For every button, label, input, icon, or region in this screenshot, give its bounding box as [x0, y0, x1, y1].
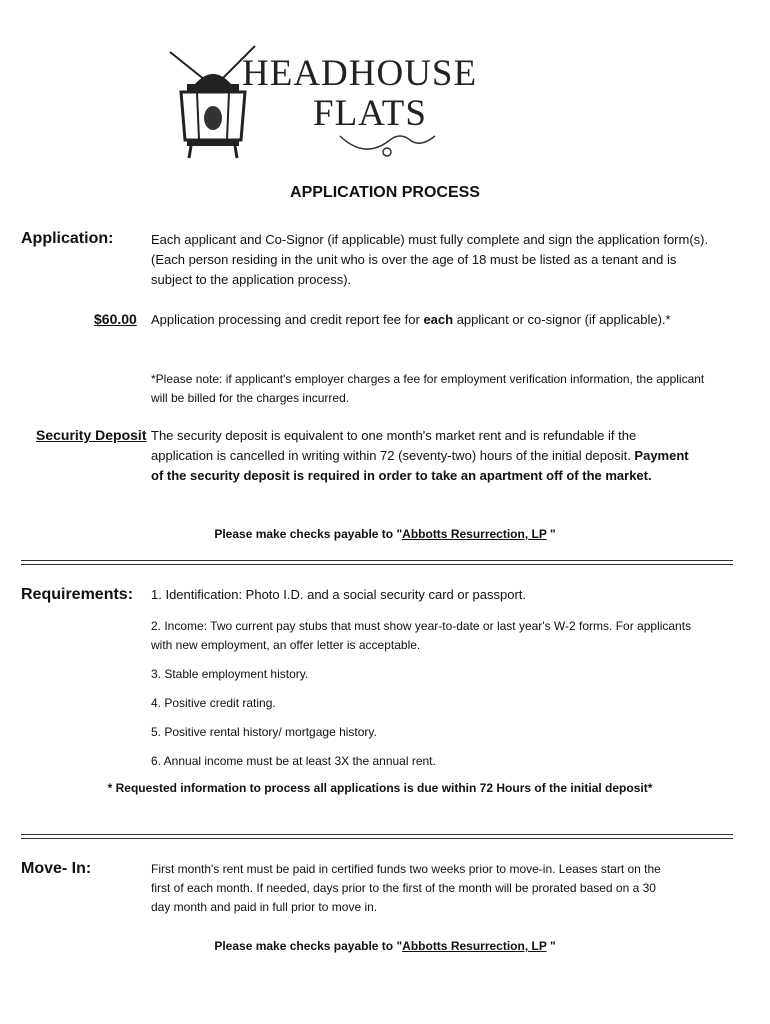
checks-payee: Abbotts Resurrection, LP — [402, 527, 547, 541]
move-in-label: Move- In: — [21, 860, 92, 877]
application-label: Application: — [21, 230, 114, 247]
fee-text-after: applicant or co-signor (if applicable).* — [453, 312, 671, 327]
security-deposit-text — [151, 426, 696, 486]
checks-payable-note — [0, 527, 770, 541]
checks-prefix: Please make checks payable to " — [214, 527, 403, 541]
requirement-item: 5. Positive rental history/ mortgage history. — [151, 725, 377, 739]
move-in-text: First month's rent must be paid in certified funds two weeks prior to move-in. Leases start on the first of each month. If needed, days prior to the first of the month will be prorated based on a 30 day month and paid in full prior to move in. — [151, 862, 661, 914]
requirement-item: 3. Stable employment history. — [151, 667, 309, 681]
checks-suffix: " — [546, 527, 556, 541]
fee-note: *Please note: if applicant's employer charges a fee for employment verification information, the applicant will be billed for the charges incurred. — [151, 372, 705, 405]
fee-text — [151, 310, 671, 330]
requirements-label: Requirements: — [21, 586, 134, 603]
application-text: Each applicant and Co-Signor (if applicable) must fully complete and sign the application form(s). (Each person residing in the unit who is over the age of 18 must be listed as a tenant and is subject to the application process). — [151, 232, 709, 287]
checks-prefix: Please make checks payable to " — [214, 939, 403, 953]
requirement-item: 1. Identification: Photo I.D. and a social security card or passport. — [151, 587, 527, 602]
checks-suffix: " — [546, 939, 556, 953]
requirements-note: * Requested information to process all applications is due within 72 Hours of the initial deposit* — [107, 781, 653, 795]
security-deposit-desc: The security deposit is equivalent to one month's market rent and is refundable if the application is cancelled in writing within 72 (seventy-two) hours of the initial deposit. — [151, 428, 637, 463]
security-deposit-bold: Payment of the security deposit is required in order to take an apartment off of the market. — [151, 448, 689, 483]
fee-text-before: Application processing and credit report fee for — [151, 312, 424, 327]
section-divider — [21, 560, 733, 565]
fee-text-bold: each — [423, 312, 454, 327]
logo-headhouse-text: HEADHOUSE — [242, 53, 478, 94]
section-divider — [21, 834, 733, 839]
checks-payable-note — [0, 939, 770, 953]
logo-flats-text: FLATS — [313, 93, 427, 134]
requirement-item: 4. Positive credit rating. — [151, 696, 276, 710]
requirement-item: 2. Income: Two current pay stubs that must show year-to-date or last year's W-2 forms. For applicants with new employment, an offer letter is acceptable. — [151, 619, 692, 652]
page-title: APPLICATION PROCESS — [290, 184, 480, 201]
requirement-item: 6. Annual income must be at least 3X the annual rent. — [151, 754, 436, 768]
fee-amount: $60.00 — [94, 311, 137, 327]
security-deposit-label: Security Deposit — [36, 427, 147, 443]
checks-payee: Abbotts Resurrection, LP — [402, 939, 547, 953]
